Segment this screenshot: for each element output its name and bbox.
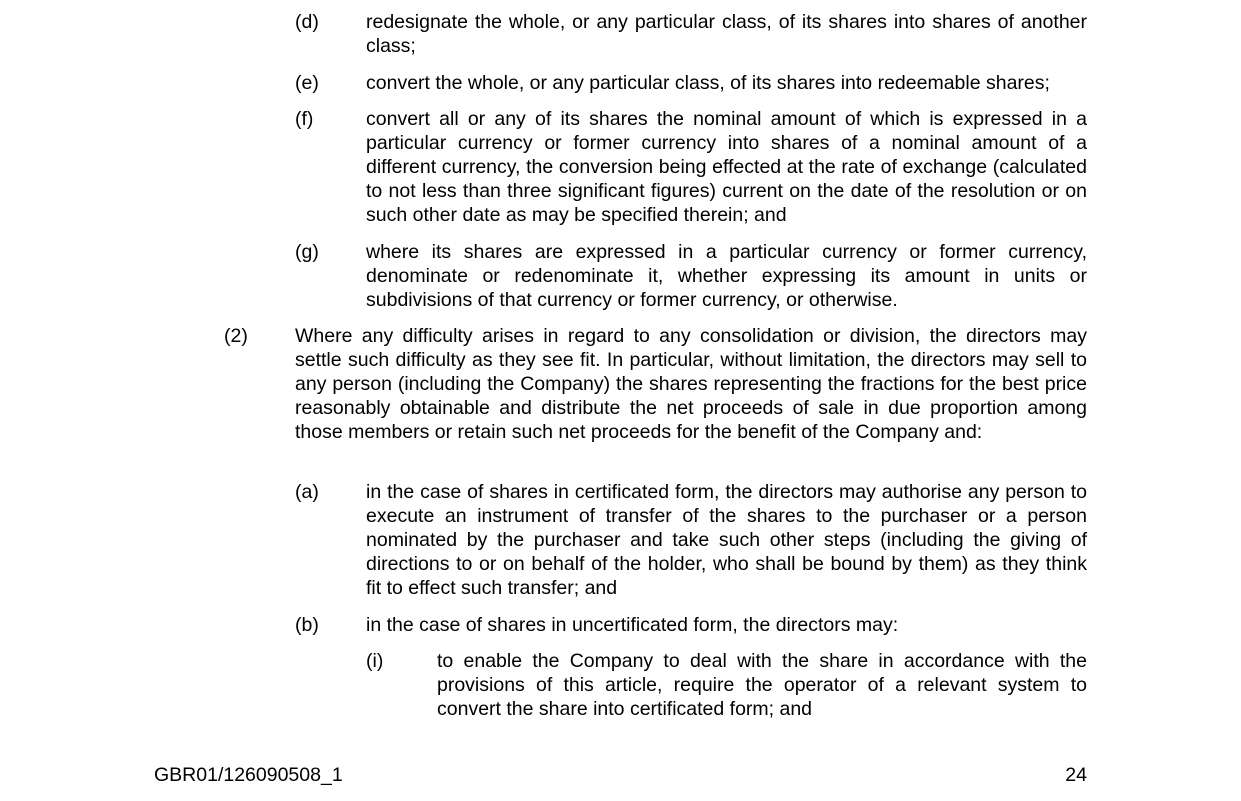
clause-label: (a) (295, 481, 319, 503)
clause-i (366, 649, 1087, 721)
clause-label: (b) (295, 614, 319, 636)
clause-text: where its shares are expressed in a particular currency or former currency, denominate or redenominate it, whether expressing its amount in units or subdivisions of that currency or former currency, or otherwise. (366, 241, 1087, 311)
clause-label: (g) (295, 241, 319, 263)
clause-text: Where any difficulty arises in regard to any consolidation or division, the directors may settle such difficulty as they see fit. In particular, without limitation, the directors may sell to any person (including the Company) the shares representing the fractions for the best price reasonably obtainable and distribute the net proceeds of sale in due proportion among those members or retain such net proceeds for the benefit of the Company and: (295, 325, 1087, 443)
clause-text: in the case of shares in uncertificated form, the directors may: (366, 614, 899, 636)
clause-text: to enable the Company to deal with the share in accordance with the provisions of this article, require the operator of a relevant system to convert the share into certificated form; and (437, 650, 1087, 720)
clause-d (295, 10, 1087, 58)
clause-text: in the case of shares in certificated form, the directors may authorise any person to execute an instrument of transfer of the shares to the purchaser or a person nominated by the purchaser and take such other steps (including the giving of directions to or on behalf of the holder, who shall be bound by them) as they think fit to effect such transfer; and (366, 481, 1087, 599)
clause-text: convert the whole, or any particular class, of its shares into redeemable shares; (366, 72, 1050, 94)
clause-f (295, 107, 1087, 227)
clause-2 (224, 324, 1087, 444)
clause-label: (2) (224, 325, 248, 347)
clause-text: redesignate the whole, or any particular class, of its shares into shares of another class; (366, 11, 1087, 57)
page-number: 24 (1065, 764, 1087, 786)
clause-g (295, 240, 1087, 312)
clause-text: convert all or any of its shares the nominal amount of which is expressed in a particular currency or former currency into shares of a nominal amount of a different currency, the conversion being effected at the rate of exchange (calculated to not less than three significant figures) current on the date of the resolution or on such other date as may be specified therein; and (366, 108, 1087, 226)
clause-label: (f) (295, 108, 314, 130)
document-reference: GBR01/126090508_1 (154, 764, 343, 786)
clause-label: (e) (295, 72, 319, 94)
clause-label: (d) (295, 11, 319, 33)
clause-label: (i) (366, 650, 384, 672)
clause-e (295, 71, 1087, 95)
clause-a (295, 480, 1087, 600)
clause-b (295, 613, 1087, 637)
